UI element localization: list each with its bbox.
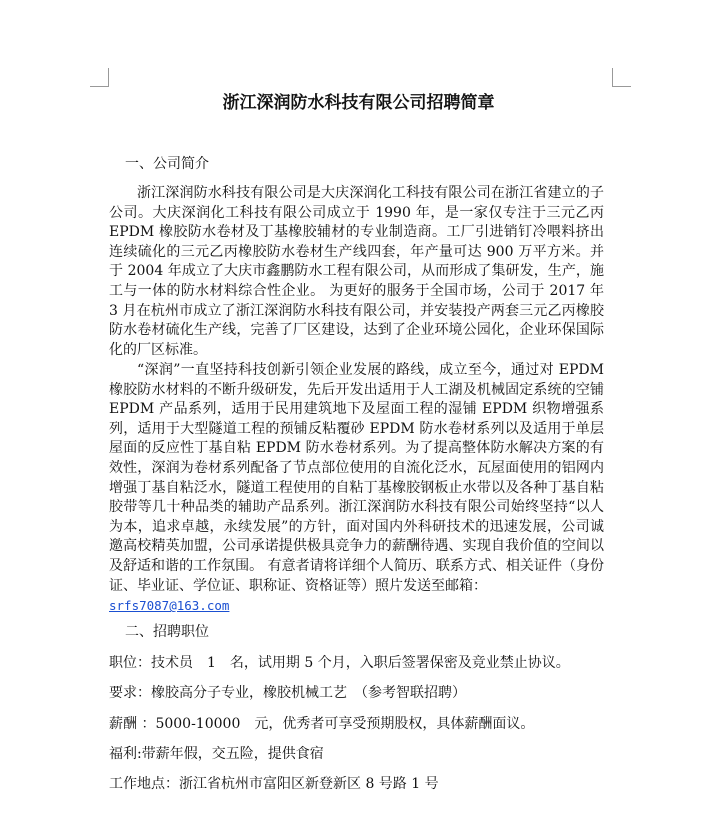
benefits-line: 福利:带薪年假，交五险，提供食宿 <box>109 746 324 762</box>
section-heading-company-intro: 一、公司简介 <box>125 156 209 172</box>
email-link[interactable]: srfs7087@163.com <box>109 598 230 614</box>
page-corner-mark-top-left <box>90 68 109 87</box>
position-line: 职位：技术员 1 名，试用期 5 个月，入职后签署保密及竞业禁止协议。 <box>109 655 570 671</box>
company-intro-paragraph-2-text: “深润”一直坚持科技创新引领企业发展的路线，成立至今，通过对 EPDM 橡胶防水材料的不断升级研发，先后开发出适用于人工湖及机械固定系统的空铺 EPDM 产品系列，适用于民用建筑地下及屋面工程的湿铺 EPDM 织物增强系列，适用于大型隧道工程的预铺反粘覆砂 EPDM 防水卷材系列以及适用于单层屋面的反应性丁基自粘 EPDM 防水卷材系列。为了提高整体防水解决方案的有效性，深润为卷材系列配备了节点部位使用的自流化泛水，瓦屋面使用的铝网内增强丁基自粘泛水，隧道工程使用的自粘丁基橡胶钢板止水带以及各种丁基自粘胶带等几十种品类的辅助产品系列。浙江深润防水科技有限公司始终坚持“以人为本，追求卓越，永续发展”的方针，面对国内外科研技术的迅速发展，公司诚邀高校精英加盟，公司承诺提供极具竞争力的薪酬待遇、实现自我价值的空间以及舒适和谐的工作氛围。 有意者请将详细个人简历、联系方式、相关证件（身份证、毕业证、学位证、职称证、资格证等）照片发送至邮箱： <box>109 362 604 594</box>
document-title: 浙江深润防水科技有限公司招聘简章 <box>222 93 495 113</box>
salary-line: 薪酬 ：5000-10000 元，优秀者可享受预期股权，具体薪酬面议。 <box>109 716 535 732</box>
requirement-line: 要求：橡胶高分子专业，橡胶机械工艺 （参考智联招聘） <box>109 685 466 701</box>
section-heading-positions: 二、招聘职位 <box>125 624 209 640</box>
company-intro-paragraph-1: 浙江深润防水科技有限公司是大庆深润化工科技有限公司在浙江省建立的子公司。大庆深润化工科技有限公司成立于 1990 年，是一家仅专注于三元乙丙 EPDM 橡胶防水卷材及丁基橡胶辅材的专业制造商。工厂引进销钉冷喂料挤出连续硫化的三元乙丙橡胶防水卷材生产线四套，年产量可达 900 万平方米。并于 2004 年成立了大庆市鑫鹏防水工程有限公司，从而形成了集研发，生产，施工与一体的防水材料综合性企业。 为更好的服务于全国市场，公司于 2017 年 3 月在杭州市成立了浙江深润防水科技有限公司，并安装投产两套三元乙丙橡胶防水卷材硫化生产线，完善了厂区建设，达到了企业环境公园化，企业环保国际化的厂区标准。 <box>109 185 604 358</box>
page-corner-mark-top-right <box>612 68 631 87</box>
company-intro-paragraph-2 <box>109 361 604 617</box>
location-line: 工作地点：浙江省杭州市富阳区新登新区 8 号路 1 号 <box>109 776 439 792</box>
